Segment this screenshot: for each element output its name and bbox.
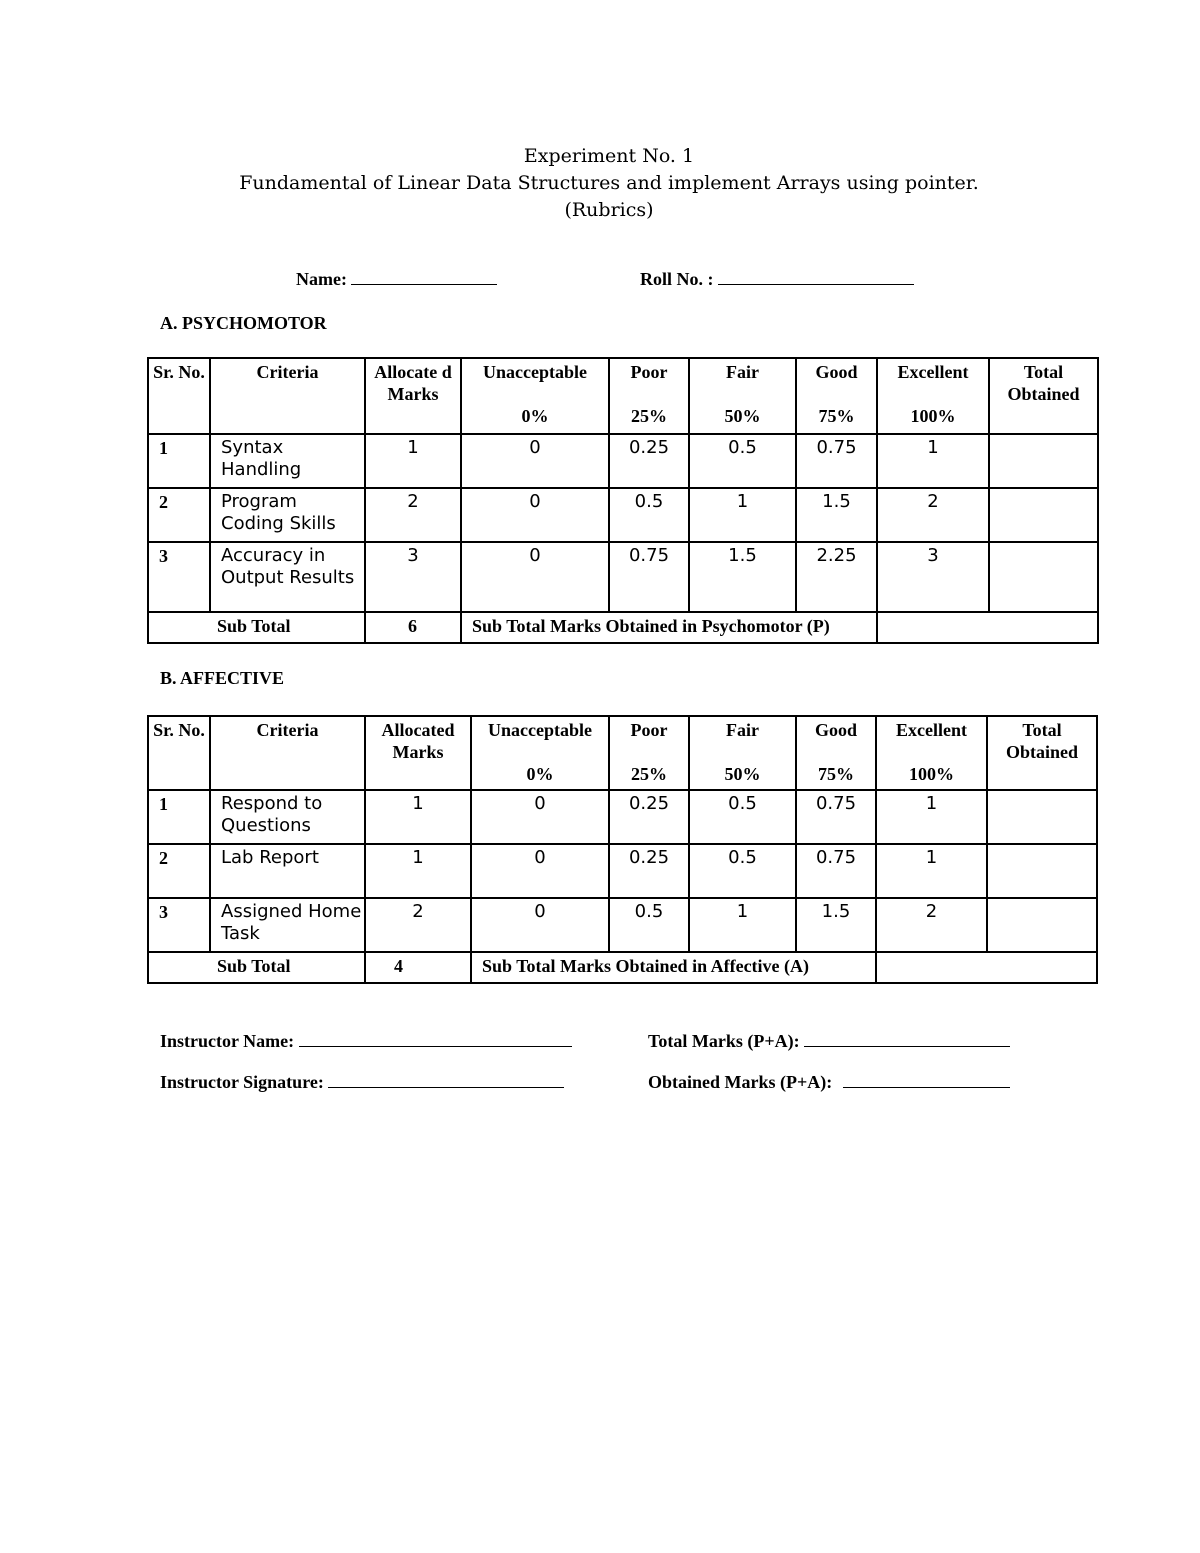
subtotal-description: Sub Total Marks Obtained in Affective (A)	[471, 952, 876, 983]
header-label: Poor	[630, 720, 668, 740]
header-fair	[689, 358, 796, 434]
cell-good: 0.75	[796, 434, 877, 488]
cell-fair: 1.5	[689, 542, 796, 612]
header-percent: 50%	[724, 406, 761, 426]
cell-unacceptable: 0	[461, 488, 609, 542]
cell-unacceptable: 0	[471, 790, 609, 844]
header-percent: 50%	[724, 764, 761, 784]
header-total-obtained: Total Obtained	[989, 358, 1098, 434]
psychomotor-table	[147, 357, 1099, 644]
experiment-number: Experiment No. 1	[523, 145, 695, 167]
header-poor	[609, 358, 689, 434]
header-label: Unacceptable	[488, 720, 592, 740]
section-psychomotor-title: A. PSYCHOMOTOR	[160, 313, 327, 333]
cell-total-obtained[interactable]	[987, 898, 1097, 952]
cell-total-obtained[interactable]	[987, 844, 1097, 898]
experiment-title: Fundamental of Linear Data Structures and implement Arrays using pointer.	[239, 172, 979, 194]
name-blank-line[interactable]	[351, 268, 497, 285]
document-header	[0, 143, 1200, 224]
cell-poor: 0.25	[609, 790, 689, 844]
subtotal-label: Sub Total	[148, 952, 365, 983]
cell-poor: 0.25	[609, 434, 689, 488]
rubrics-label: (Rubrics)	[564, 199, 654, 221]
header-excellent	[876, 716, 987, 790]
roll-number-label: Roll No. :	[640, 269, 714, 289]
instructor-name-label: Instructor Name:	[160, 1031, 295, 1051]
cell-criteria: Syntax Handling	[210, 434, 365, 488]
table-row	[148, 434, 1098, 488]
cell-allocated: 2	[365, 488, 461, 542]
header-criteria: Criteria	[210, 358, 365, 434]
header-label: Excellent	[896, 720, 967, 740]
header-good	[796, 716, 876, 790]
cell-good: 1.5	[796, 488, 877, 542]
header-percent: 25%	[631, 764, 667, 784]
roll-number-blank-line[interactable]	[718, 268, 914, 285]
cell-total-obtained[interactable]	[989, 488, 1098, 542]
subtotal-value: 4	[365, 952, 471, 983]
subtotal-label: Sub Total	[148, 612, 365, 643]
instructor-signature-field	[160, 1072, 564, 1093]
header-sr-no: Sr. No.	[148, 716, 210, 790]
subtotal-row	[148, 612, 1098, 643]
header-poor	[609, 716, 689, 790]
header-total-obtained: Total Obtained	[987, 716, 1097, 790]
cell-excellent: 1	[876, 790, 987, 844]
cell-total-obtained[interactable]	[987, 790, 1097, 844]
total-marks-field	[648, 1031, 1010, 1052]
header-label: Good	[814, 720, 857, 740]
cell-criteria: Accuracy in Output Results	[210, 542, 365, 612]
cell-poor: 0.5	[609, 488, 689, 542]
header-excellent	[877, 358, 989, 434]
subtotal-row	[148, 952, 1097, 983]
header-percent: 25%	[631, 406, 667, 426]
header-percent: 0%	[521, 406, 549, 426]
obtained-marks-field	[648, 1072, 1010, 1093]
cell-good: 1.5	[796, 898, 876, 952]
obtained-marks-label: Obtained Marks (P+A):	[648, 1072, 833, 1092]
header-sr-no: Sr. No.	[148, 358, 210, 434]
header-label: Poor	[630, 362, 668, 382]
cell-sr-no: 3	[148, 542, 210, 612]
cell-unacceptable: 0	[471, 844, 609, 898]
cell-poor: 0.25	[609, 844, 689, 898]
cell-excellent: 2	[876, 898, 987, 952]
name-label: Name:	[296, 269, 347, 289]
cell-allocated: 1	[365, 790, 471, 844]
instructor-name-blank-line[interactable]	[299, 1032, 572, 1047]
cell-allocated: 3	[365, 542, 461, 612]
instructor-signature-label: Instructor Signature:	[160, 1072, 324, 1092]
cell-fair: 0.5	[689, 844, 796, 898]
header-percent: 100%	[909, 764, 954, 784]
cell-criteria: Program Coding Skills	[210, 488, 365, 542]
table-row	[148, 898, 1097, 952]
table-header-row	[148, 358, 1098, 434]
table-row	[148, 542, 1098, 612]
cell-sr-no: 2	[148, 488, 210, 542]
cell-total-obtained[interactable]	[989, 542, 1098, 612]
roll-number-field	[640, 268, 914, 290]
cell-poor: 0.75	[609, 542, 689, 612]
cell-sr-no: 1	[148, 790, 210, 844]
cell-sr-no: 1	[148, 434, 210, 488]
cell-excellent: 3	[877, 542, 989, 612]
header-criteria: Criteria	[210, 716, 365, 790]
name-field	[296, 268, 497, 290]
cell-allocated: 2	[365, 898, 471, 952]
cell-fair: 0.5	[689, 434, 796, 488]
header-fair	[689, 716, 796, 790]
cell-good: 0.75	[796, 790, 876, 844]
cell-good: 2.25	[796, 542, 877, 612]
header-unacceptable	[461, 358, 609, 434]
header-label: Fair	[726, 362, 759, 382]
instructor-signature-blank-line[interactable]	[328, 1073, 564, 1088]
cell-fair: 0.5	[689, 790, 796, 844]
total-marks-blank-line[interactable]	[804, 1032, 1010, 1047]
total-marks-label: Total Marks (P+A):	[648, 1031, 800, 1051]
cell-unacceptable: 0	[471, 898, 609, 952]
table-row	[148, 488, 1098, 542]
subtotal-value: 6	[365, 612, 461, 643]
header-percent: 100%	[910, 406, 956, 426]
header-unacceptable	[471, 716, 609, 790]
cell-allocated: 1	[365, 434, 461, 488]
table-header-row	[148, 716, 1097, 790]
subtotal-obtained-cell[interactable]	[876, 952, 1097, 983]
header-label: Unacceptable	[483, 362, 587, 382]
cell-total-obtained[interactable]	[989, 434, 1098, 488]
header-allocated-marks: Allocated Marks	[365, 716, 471, 790]
cell-criteria: Assigned Home Task	[210, 898, 365, 952]
header-good	[796, 358, 877, 434]
cell-fair: 1	[689, 898, 796, 952]
header-percent: 75%	[818, 406, 855, 426]
cell-good: 0.75	[796, 844, 876, 898]
table-row	[148, 844, 1097, 898]
cell-excellent: 1	[876, 844, 987, 898]
cell-sr-no: 2	[148, 844, 210, 898]
affective-table	[147, 715, 1098, 984]
table-row	[148, 790, 1097, 844]
cell-sr-no: 3	[148, 898, 210, 952]
subtotal-obtained-cell[interactable]	[877, 612, 1098, 643]
cell-criteria: Respond to Questions	[210, 790, 365, 844]
header-label: Fair	[726, 720, 759, 740]
header-label: Good	[815, 362, 858, 382]
subtotal-description: Sub Total Marks Obtained in Psychomotor (P)	[461, 612, 877, 643]
header-percent: 75%	[818, 764, 854, 784]
section-affective-title: B. AFFECTIVE	[160, 668, 285, 688]
obtained-marks-blank-line[interactable]	[843, 1073, 1010, 1088]
cell-excellent: 1	[877, 434, 989, 488]
cell-excellent: 2	[877, 488, 989, 542]
header-allocated-marks: Allocate d Marks	[365, 358, 461, 434]
cell-allocated: 1	[365, 844, 471, 898]
cell-unacceptable: 0	[461, 542, 609, 612]
cell-unacceptable: 0	[461, 434, 609, 488]
header-percent: 0%	[526, 764, 554, 784]
header-label: Excellent	[897, 362, 969, 382]
cell-criteria: Lab Report	[210, 844, 365, 898]
cell-fair: 1	[689, 488, 796, 542]
cell-poor: 0.5	[609, 898, 689, 952]
instructor-name-field	[160, 1031, 572, 1052]
